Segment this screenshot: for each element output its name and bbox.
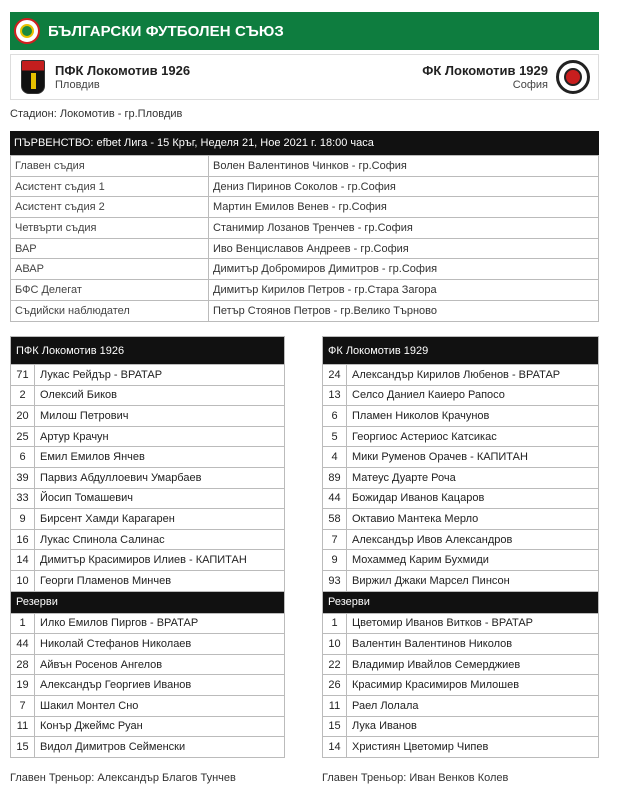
player-row — [323, 467, 599, 488]
player-number: 2 — [11, 385, 35, 406]
official-row — [11, 176, 599, 197]
player-row — [11, 529, 285, 550]
away-coach: Главен Треньор: Иван Венков Колев — [322, 772, 509, 784]
away-crest-icon — [556, 60, 590, 94]
home-squad-table — [10, 336, 285, 758]
player-name: Цветомир Иванов Витков - ВРАТАР — [347, 613, 599, 634]
player-number: 20 — [11, 406, 35, 427]
player-name: Парвиз Абдуллоевич Умарбаев — [35, 467, 285, 488]
player-name: Мохаммед Карим Бухмиди — [347, 550, 599, 571]
player-row — [323, 488, 599, 509]
player-number: 16 — [11, 529, 35, 550]
reserve-row — [323, 634, 599, 655]
official-name: Петър Стоянов Петров - гр.Велико Търново — [209, 300, 599, 321]
home-squad-title: ПФК Локомотив 1926 — [11, 337, 285, 365]
player-row — [11, 365, 285, 386]
player-name: Пламен Николов Крачунов — [347, 406, 599, 427]
player-row — [323, 406, 599, 427]
official-row — [11, 156, 599, 177]
reserve-row — [11, 737, 285, 758]
reserve-row — [11, 634, 285, 655]
teams-bar — [10, 54, 599, 100]
player-number: 25 — [11, 426, 35, 447]
player-name: Раел Лолала — [347, 695, 599, 716]
away-squad-table — [322, 336, 599, 758]
player-row — [11, 550, 285, 571]
player-row — [11, 467, 285, 488]
player-name: Емил Емилов Янчев — [35, 447, 285, 468]
player-number: 44 — [11, 634, 35, 655]
player-number: 4 — [323, 447, 347, 468]
player-name: Александър Георгиев Иванов — [35, 675, 285, 696]
player-number: 1 — [323, 613, 347, 634]
player-row — [323, 550, 599, 571]
away-team-name: ФК Локомотив 1929 — [422, 63, 548, 78]
player-number: 9 — [11, 509, 35, 530]
player-row — [323, 426, 599, 447]
player-number: 11 — [323, 695, 347, 716]
player-name: Октавио Мантека Мерло — [347, 509, 599, 530]
reserve-row — [323, 675, 599, 696]
official-role: Четвърти съдия — [11, 218, 209, 239]
reserve-row — [11, 654, 285, 675]
home-crest-icon — [21, 60, 45, 94]
site-header — [10, 12, 599, 50]
player-row — [323, 385, 599, 406]
player-row — [11, 385, 285, 406]
away-squad-title: ФК Локомотив 1929 — [323, 337, 599, 365]
player-name: Християн Цветомир Чипев — [347, 737, 599, 758]
player-name: Владимир Ивайлов Семерджиев — [347, 654, 599, 675]
player-name: Селсо Даниел Каиеро Рапосо — [347, 385, 599, 406]
player-name: Георги Пламенов Минчев — [35, 570, 285, 591]
home-team — [21, 60, 190, 94]
player-name: Лука Иванов — [347, 716, 599, 737]
bfu-logo-icon — [14, 18, 40, 44]
player-row — [323, 365, 599, 386]
player-number: 10 — [11, 570, 35, 591]
site-title: БЪЛГАРСКИ ФУТБОЛЕН СЪЮЗ — [48, 22, 284, 40]
player-number: 89 — [323, 467, 347, 488]
player-number: 5 — [323, 426, 347, 447]
away-team-city: София — [512, 79, 548, 91]
official-role: Главен съдия — [11, 156, 209, 177]
player-name: Виржил Джаки Марсел Пинсон — [347, 570, 599, 591]
player-name: Йосип Томашевич — [35, 488, 285, 509]
player-number: 22 — [323, 654, 347, 675]
official-row — [11, 280, 599, 301]
official-role: Асистент съдия 2 — [11, 197, 209, 218]
player-number: 7 — [323, 529, 347, 550]
home-team-name: ПФК Локомотив 1926 — [55, 63, 191, 78]
player-name: Николай Стефанов Николаев — [35, 634, 285, 655]
reserves-header: Резерви — [11, 591, 285, 613]
reserve-row — [11, 613, 285, 634]
reserve-row — [323, 716, 599, 737]
official-row — [11, 218, 599, 239]
official-row — [11, 300, 599, 321]
player-number: 6 — [323, 406, 347, 427]
player-number: 19 — [11, 675, 35, 696]
player-row — [323, 509, 599, 530]
reserve-row — [11, 695, 285, 716]
player-number: 11 — [11, 716, 35, 737]
player-row — [11, 509, 285, 530]
match-info-header: ПЪРВЕНСТВО: efbet Лига - 15 Кръг, Неделя 21, Ное 2021 г. 18:00 часа — [10, 131, 599, 155]
reserve-row — [323, 613, 599, 634]
reserve-row — [323, 695, 599, 716]
player-number: 6 — [11, 447, 35, 468]
player-name: Конър Джеймс Руан — [35, 716, 285, 737]
officials-table — [10, 155, 599, 322]
player-number: 33 — [11, 488, 35, 509]
player-number: 14 — [11, 550, 35, 571]
player-number: 13 — [323, 385, 347, 406]
player-number: 14 — [323, 737, 347, 758]
player-number: 7 — [11, 695, 35, 716]
player-number: 39 — [11, 467, 35, 488]
player-number: 15 — [11, 737, 35, 758]
player-name: Шакил Монтел Сно — [35, 695, 285, 716]
player-name: Красимир Красимиров Милошев — [347, 675, 599, 696]
player-number: 24 — [323, 365, 347, 386]
official-role: Асистент съдия 1 — [11, 176, 209, 197]
player-name: Айвън Росенов Ангелов — [35, 654, 285, 675]
player-name: Димитър Красимиров Илиев - КАПИТАН — [35, 550, 285, 571]
player-name: Мики Руменов Орачев - КАПИТАН — [347, 447, 599, 468]
official-row — [11, 259, 599, 280]
official-name: Иво Венциславов Андреев - гр.София — [209, 238, 599, 259]
player-name: Милош Петрович — [35, 406, 285, 427]
player-name: Валентин Валентинов Николов — [347, 634, 599, 655]
player-name: Георгиос Астериос Катсикас — [347, 426, 599, 447]
player-row — [323, 570, 599, 591]
player-row — [11, 570, 285, 591]
player-name: Бирсент Хамди Карагарен — [35, 509, 285, 530]
home-team-city: Пловдив — [55, 79, 100, 91]
player-number: 1 — [11, 613, 35, 634]
player-row — [323, 447, 599, 468]
reserves-header: Резерви — [323, 591, 599, 613]
official-role: БФС Делегат — [11, 280, 209, 301]
official-name: Мартин Емилов Венев - гр.София — [209, 197, 599, 218]
player-name: Александър Кирилов Любенов - ВРАТАР — [347, 365, 599, 386]
player-name: Матеус Дуарте Роча — [347, 467, 599, 488]
player-number: 26 — [323, 675, 347, 696]
away-team — [422, 60, 590, 94]
stadium-info: Стадион: Локомотив - гр.Пловдив — [10, 108, 183, 120]
player-number: 93 — [323, 570, 347, 591]
player-row — [11, 447, 285, 468]
official-role: АВАР — [11, 259, 209, 280]
player-name: Олексий Биков — [35, 385, 285, 406]
reserve-row — [11, 675, 285, 696]
reserve-row — [323, 737, 599, 758]
player-row — [11, 406, 285, 427]
official-name: Димитър Добромиров Димитров - гр.София — [209, 259, 599, 280]
player-name: Видол Димитров Сейменски — [35, 737, 285, 758]
official-role: ВАР — [11, 238, 209, 259]
player-row — [11, 426, 285, 447]
official-name: Димитър Кирилов Петров - гр.Стара Загора — [209, 280, 599, 301]
official-row — [11, 197, 599, 218]
player-name: Божидар Иванов Кацаров — [347, 488, 599, 509]
player-row — [323, 529, 599, 550]
player-name: Илко Емилов Пиргов - ВРАТАР — [35, 613, 285, 634]
player-number: 15 — [323, 716, 347, 737]
reserve-row — [11, 716, 285, 737]
official-name: Волен Валентинов Чинков - гр.София — [209, 156, 599, 177]
official-role: Съдийски наблюдател — [11, 300, 209, 321]
player-number: 58 — [323, 509, 347, 530]
player-number: 44 — [323, 488, 347, 509]
player-name: Артур Крачун — [35, 426, 285, 447]
player-number: 10 — [323, 634, 347, 655]
home-coach: Главен Треньор: Александър Благов Тунчев — [10, 772, 236, 784]
player-number: 28 — [11, 654, 35, 675]
player-number: 9 — [323, 550, 347, 571]
player-number: 71 — [11, 365, 35, 386]
player-row — [11, 488, 285, 509]
player-name: Александър Ивов Александров — [347, 529, 599, 550]
official-name: Станимир Лозанов Тренчев - гр.София — [209, 218, 599, 239]
official-name: Дениз Пиринов Соколов - гр.София — [209, 176, 599, 197]
official-row — [11, 238, 599, 259]
player-name: Лукас Рейдър - ВРАТАР — [35, 365, 285, 386]
reserve-row — [323, 654, 599, 675]
player-name: Лукас Спинола Салинас — [35, 529, 285, 550]
